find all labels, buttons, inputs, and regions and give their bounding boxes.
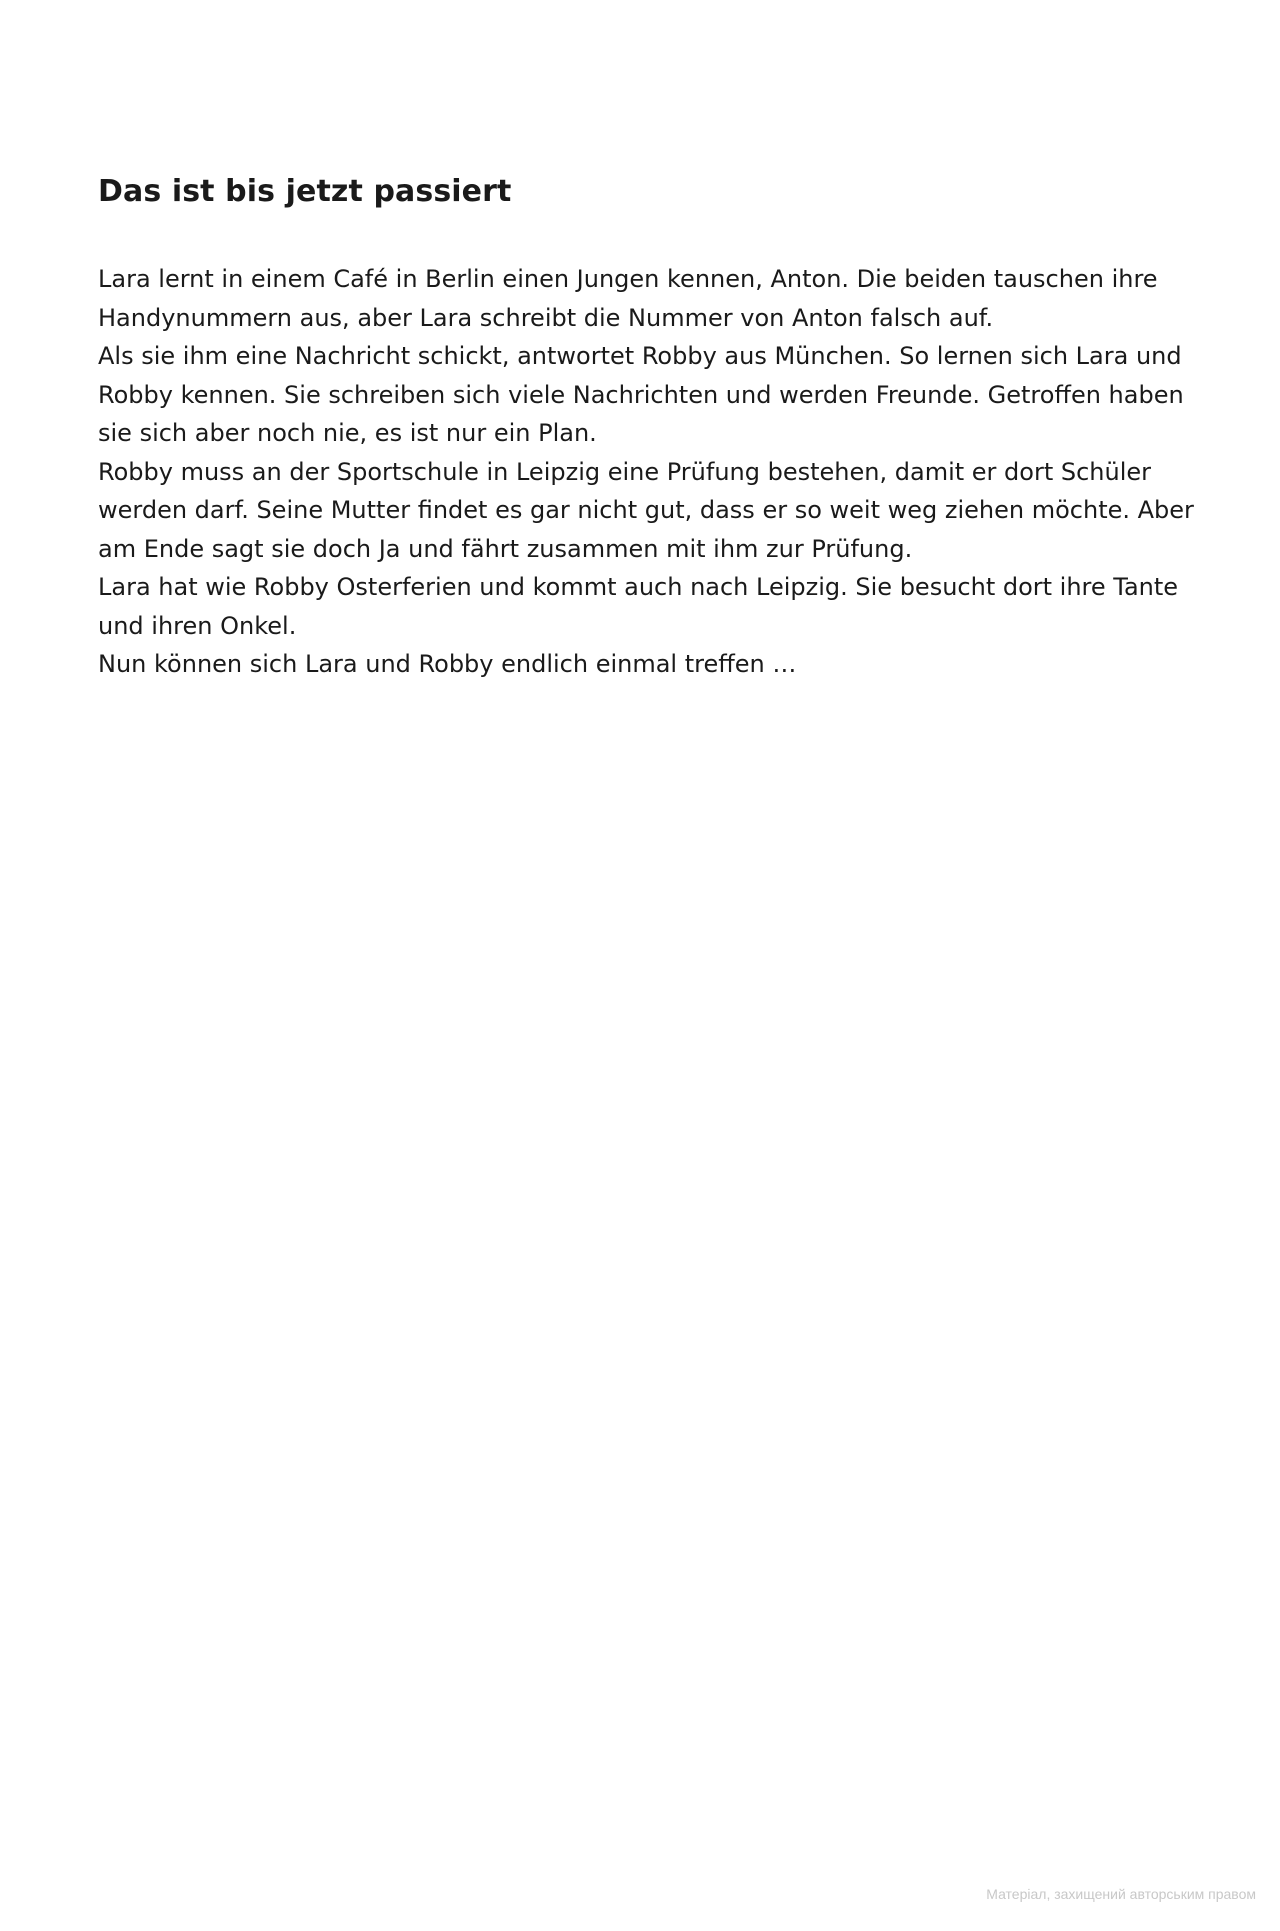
paragraph-5: Nun können sich Lara und Robby endlich einmal treffen … [98,650,797,678]
paragraph-3: Robby muss an der Sportschule in Leipzig eine Prüfung bestehen, damit er dort Schüler werden darf. Seine Mutter findet es gar nicht gut, dass er so weit weg ziehen möchte. Aber am Ende sagt sie doch Ja und fährt zusammen mit ihm zur Prüfung. [98,457,1194,563]
paragraph-2: Als sie ihm eine Nachricht schickt, antwortet Robby aus München. So lernen sich Lara und Robby kennen. Sie schreiben sich viele Nachrichten und werden Freunde. Getroffen haben sie sich aber noch nie, es ist nur ein Plan. [98,342,1184,447]
page-title: Das ist bis jetzt passiert [98,174,512,209]
paragraph-4: Lara hat wie Robby Osterferien und kommt auch nach Leipzig. Sie besucht dort ihre Tante und ihren Onkel. [98,573,1179,640]
copyright-note: Матеріал, захищений авторським правом [986,1886,1256,1902]
story-summary [98,260,1198,684]
paragraph-1: Lara lernt in einem Café in Berlin einen Jungen kennen, Anton. Die beiden tauschen ihre Handynummern aus, aber Lara schreibt die Nummer von Anton falsch auf. [98,265,1158,332]
